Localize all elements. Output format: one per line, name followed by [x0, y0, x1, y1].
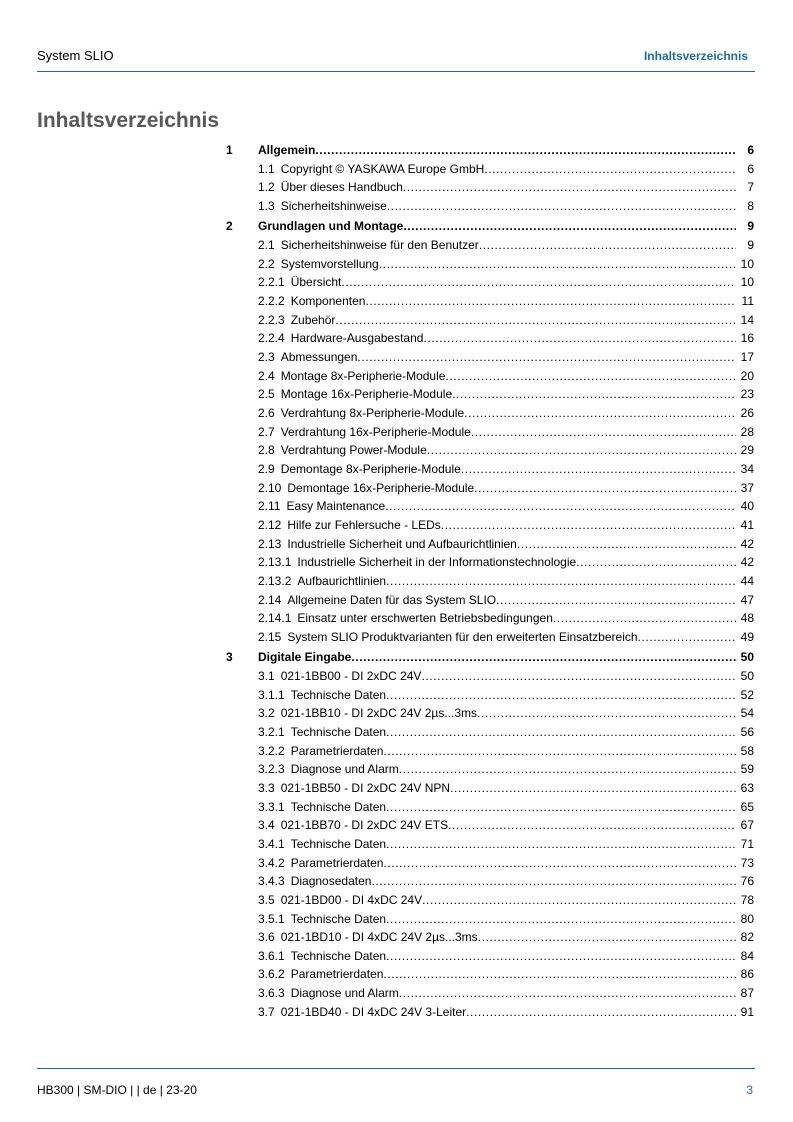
- toc-section-number: 3.4: [258, 818, 275, 833]
- toc-entry-line: [258, 292, 754, 311]
- toc-entry-line: [258, 910, 754, 929]
- toc-title: Montage 16x-Peripherie-Module: [280, 387, 453, 402]
- toc-section-number: 2.7: [258, 424, 275, 439]
- toc-leader-dots: [422, 891, 736, 910]
- toc-entry-line: [258, 255, 754, 274]
- toc-page-number: 29: [740, 443, 754, 458]
- toc-section-number: 2.5: [258, 387, 275, 402]
- toc-leader-dots: [403, 178, 736, 197]
- toc-entry[interactable]: [226, 236, 754, 255]
- toc-title: Parametrierdaten: [290, 855, 384, 870]
- toc-section-number: 3.6.3: [258, 986, 285, 1001]
- toc-title: Easy Maintenance: [286, 499, 386, 514]
- toc-leader-dots: [357, 348, 736, 367]
- toc-leader-dots: [553, 609, 736, 628]
- toc-section-number: 2.13: [258, 536, 282, 551]
- toc-title: Systemvorstellung: [280, 256, 379, 271]
- toc-section-number: 3.7: [258, 1004, 275, 1019]
- toc-section-number: 2.14: [258, 592, 282, 607]
- toc-entry[interactable]: [226, 609, 754, 628]
- toc-title: 021-1BB10 - DI 2xDC 24V 2µs...3ms: [280, 706, 478, 721]
- toc-title: Grundlagen und Montage: [258, 219, 404, 234]
- toc-leader-dots: [386, 572, 736, 591]
- toc-entry-line: [258, 441, 754, 460]
- toc-entry-line: [258, 779, 754, 798]
- toc-entry[interactable]: [226, 910, 754, 929]
- toc-leader-dots: [427, 441, 736, 460]
- toc-entry-line: [258, 535, 754, 554]
- toc-title: System SLIO Produktvarianten für den erweiterten Einsatzbereich: [287, 629, 638, 644]
- toc-leader-dots: [421, 667, 736, 686]
- toc-entry[interactable]: [226, 178, 754, 197]
- toc-section-number: 2.13.1: [258, 555, 292, 570]
- toc-page-number: 78: [740, 892, 754, 907]
- header-section-name: Inhaltsverzeichnis: [643, 49, 748, 63]
- toc-title: Diagnosedaten: [290, 874, 372, 889]
- toc-page-number: 86: [740, 967, 754, 982]
- toc-page-number: 47: [740, 592, 754, 607]
- toc-leader-dots: [386, 910, 736, 929]
- toc-title: Diagnose und Alarm: [290, 986, 399, 1001]
- toc-leader-dots: [351, 648, 736, 667]
- toc-entry-line: [258, 217, 754, 236]
- toc-page-number: 14: [740, 312, 754, 327]
- toc-page-number: 50: [740, 668, 754, 683]
- toc-page-number: 63: [740, 780, 754, 795]
- toc-leader-dots: [474, 479, 736, 498]
- toc-entry[interactable]: [226, 891, 754, 910]
- toc-title: Verdrahtung 8x-Peripherie-Module: [280, 405, 465, 420]
- toc-entry[interactable]: [226, 704, 754, 723]
- toc-leader-dots: [484, 160, 736, 179]
- toc-entry[interactable]: [226, 423, 754, 442]
- toc-entry-line: [258, 197, 754, 216]
- toc-leader-dots: [638, 628, 736, 647]
- toc-page-number: 80: [740, 911, 754, 926]
- toc-entry-line: [258, 311, 754, 330]
- toc-page-number: 49: [740, 629, 754, 644]
- toc-leader-dots: [461, 460, 736, 479]
- toc-chapter-entry[interactable]: [226, 141, 754, 160]
- toc-section-number: 2.12: [258, 517, 282, 532]
- toc-entry-line: [258, 723, 754, 742]
- toc-entry-line: [258, 648, 754, 667]
- toc-page-number: 26: [740, 405, 754, 420]
- toc-entry-line: [258, 553, 754, 572]
- toc-page-number: 59: [740, 762, 754, 777]
- toc-entry-line: [258, 178, 754, 197]
- toc-title: Demontage 16x-Peripherie-Module: [287, 480, 475, 495]
- toc-entry[interactable]: [226, 742, 754, 761]
- toc-section-number: 2.2.1: [258, 275, 285, 290]
- toc-title: Aufbaurichtlinien: [297, 573, 387, 588]
- toc-title: 021-1BD00 - DI 4xDC 24V: [280, 892, 423, 907]
- toc-leader-dots: [385, 497, 736, 516]
- toc-page-number: 44: [740, 573, 754, 588]
- toc-section-number: 1.2: [258, 180, 275, 195]
- toc-leader-dots: [386, 686, 736, 705]
- toc-title: Parametrierdaten: [290, 967, 384, 982]
- toc-section-number: 2.13.2: [258, 573, 292, 588]
- toc-page-number: 48: [740, 611, 754, 626]
- toc-title: 021-1BB50 - DI 2xDC 24V NPN: [280, 780, 451, 795]
- toc-title: Verdrahtung 16x-Peripherie-Module: [280, 424, 471, 439]
- toc-entry-line: [258, 835, 754, 854]
- toc-entry-line: [258, 348, 754, 367]
- toc-section-number: 3.3: [258, 780, 275, 795]
- toc-chapter-entry[interactable]: [226, 217, 754, 236]
- toc-section-number: 2.1: [258, 238, 275, 253]
- toc-entry[interactable]: [226, 516, 754, 535]
- toc-entry-line: [258, 479, 754, 498]
- toc-leader-dots: [399, 984, 736, 1003]
- toc-title: Technische Daten: [290, 687, 387, 702]
- toc-leader-dots: [452, 385, 736, 404]
- toc-entry-line: [258, 236, 754, 255]
- toc-section-number: 2.4: [258, 368, 275, 383]
- toc-entry[interactable]: [226, 572, 754, 591]
- toc-section-number: 2.6: [258, 405, 275, 420]
- toc-entry-line: [258, 947, 754, 966]
- toc-title: Parametrierdaten: [290, 743, 384, 758]
- toc-entry-line: [258, 460, 754, 479]
- toc-page-number: 23: [740, 387, 754, 402]
- toc-entry[interactable]: [226, 1003, 754, 1022]
- toc-title: Hardware-Ausgabestand: [290, 331, 424, 346]
- toc-leader-dots: [383, 854, 736, 873]
- toc-leader-dots: [464, 404, 736, 423]
- toc-leader-dots: [479, 236, 736, 255]
- toc-entry-line: [258, 798, 754, 817]
- toc-entry[interactable]: [226, 835, 754, 854]
- toc-leader-dots: [379, 255, 736, 274]
- toc-page-number: 65: [740, 799, 754, 814]
- toc-section-number: 3.5: [258, 892, 275, 907]
- toc-entry-line: [258, 516, 754, 535]
- toc-section-number: 2.9: [258, 461, 275, 476]
- toc-section-number: 3.6.2: [258, 967, 285, 982]
- toc-entry-line: [258, 667, 754, 686]
- toc-entry-line: [258, 891, 754, 910]
- toc-chapter-number: 3: [226, 650, 233, 665]
- toc-section-number: 2.8: [258, 443, 275, 458]
- toc-entry[interactable]: [226, 779, 754, 798]
- toc-page-number: 10: [740, 256, 754, 271]
- toc-title: Sicherheitshinweise für den Benutzer: [280, 238, 479, 253]
- toc-section-number: 3.2.1: [258, 724, 285, 739]
- footer-divider: [37, 1068, 755, 1069]
- toc-entry[interactable]: [226, 854, 754, 873]
- toc-section-number: 2.3: [258, 350, 275, 365]
- toc-leader-dots: [471, 423, 736, 442]
- toc-page-number: 6: [747, 161, 754, 176]
- toc-entry[interactable]: [226, 460, 754, 479]
- toc-page-number: 11: [741, 294, 754, 309]
- toc-title: Über dieses Handbuch: [280, 180, 403, 195]
- toc-title: Technische Daten: [290, 836, 387, 851]
- toc-leader-dots: [365, 292, 736, 311]
- toc-leader-dots: [466, 1003, 736, 1022]
- toc-entry[interactable]: [226, 965, 754, 984]
- toc-entry-line: [258, 760, 754, 779]
- toc-title: Digitale Eingabe: [258, 650, 352, 665]
- toc-title: 021-1BB00 - DI 2xDC 24V: [280, 668, 422, 683]
- toc-page-number: 84: [740, 948, 754, 963]
- toc-title: Technische Daten: [290, 948, 387, 963]
- toc-entry[interactable]: [226, 872, 754, 891]
- toc-title: Verdrahtung Power-Module: [280, 443, 427, 458]
- toc-title: Technische Daten: [290, 911, 387, 926]
- toc-entry-line: [258, 1003, 754, 1022]
- toc-leader-dots: [448, 816, 736, 835]
- toc-entry-line: [258, 572, 754, 591]
- toc-leader-dots: [441, 516, 736, 535]
- toc-leader-dots: [496, 591, 736, 610]
- toc-entry-line: [258, 160, 754, 179]
- toc-page-number: 76: [740, 874, 754, 889]
- toc-title: Montage 8x-Peripherie-Module: [280, 368, 446, 383]
- toc-entry[interactable]: [226, 273, 754, 292]
- toc-title: 021-1BD40 - DI 4xDC 24V 3-Leiter: [280, 1004, 467, 1019]
- toc-section-number: 3.6: [258, 930, 275, 945]
- toc-entry-line: [258, 609, 754, 628]
- toc-entry[interactable]: [226, 197, 754, 216]
- toc-entry[interactable]: [226, 553, 754, 572]
- toc-page-number: 17: [740, 350, 754, 365]
- toc-title: Industrielle Sicherheit in der Informationstechnologie: [297, 555, 577, 570]
- toc-section-number: 3.4.2: [258, 855, 285, 870]
- toc-entry[interactable]: [226, 479, 754, 498]
- toc-entry-line: [258, 141, 754, 160]
- toc-page-number: 9: [747, 219, 754, 234]
- toc-leader-dots: [450, 779, 736, 798]
- toc-page-number: 10: [740, 275, 754, 290]
- toc-section-number: 3.5.1: [258, 911, 285, 926]
- toc-section-number: 2.11: [258, 499, 281, 514]
- toc-leader-dots: [477, 704, 736, 723]
- toc-entry-line: [258, 872, 754, 891]
- toc-leader-dots: [386, 723, 736, 742]
- toc-page-number: 40: [740, 499, 754, 514]
- toc-entry[interactable]: [226, 404, 754, 423]
- toc-entry-line: [258, 404, 754, 423]
- toc-page-number: 20: [740, 368, 754, 383]
- toc-section-number: 3.2.3: [258, 762, 285, 777]
- toc-entry[interactable]: [226, 292, 754, 311]
- toc-section-number: 2.2: [258, 256, 275, 271]
- toc-section-number: 1.3: [258, 198, 275, 213]
- toc-entry-line: [258, 423, 754, 442]
- toc-page-number: 52: [740, 687, 754, 702]
- toc-title: Zubehör: [290, 312, 336, 327]
- toc-page-number: 41: [740, 517, 754, 532]
- toc-entry-line: [258, 497, 754, 516]
- toc-title: Diagnose und Alarm: [290, 762, 399, 777]
- toc-title: 021-1BB70 - DI 2xDC 24V ETS: [280, 818, 449, 833]
- toc-title: Allgemein: [258, 143, 316, 157]
- toc-leader-dots: [387, 197, 736, 216]
- toc-section-number: 3.1: [258, 668, 275, 683]
- toc-title: Copyright © YASKAWA Europe GmbH: [280, 161, 485, 176]
- toc-section-number: 2.2.4: [258, 331, 285, 346]
- toc-entry[interactable]: [226, 947, 754, 966]
- toc-title: Hilfe zur Fehlersuche - LEDs: [287, 517, 441, 532]
- toc-entry[interactable]: [226, 686, 754, 705]
- toc-entry[interactable]: [226, 591, 754, 610]
- toc-entry[interactable]: [226, 441, 754, 460]
- toc-entry-line: [258, 329, 754, 348]
- toc-leader-dots: [386, 947, 736, 966]
- toc-page-number: 56: [740, 724, 754, 739]
- toc-leader-dots: [399, 760, 736, 779]
- page-title: Inhaltsverzeichnis: [37, 109, 220, 132]
- toc-leader-dots: [386, 798, 736, 817]
- toc-section-number: 3.2.2: [258, 743, 285, 758]
- toc-chapter-entry[interactable]: [226, 648, 754, 667]
- toc-entry[interactable]: [226, 760, 754, 779]
- toc-page-number: 8: [747, 198, 754, 213]
- toc-page-number: 42: [740, 555, 754, 570]
- toc-entry[interactable]: [226, 497, 754, 516]
- toc-title: Abmessungen: [280, 350, 358, 365]
- footer-page-number: 3: [746, 1083, 753, 1097]
- toc-leader-dots: [341, 273, 736, 292]
- table-of-contents: [226, 141, 754, 1021]
- toc-entry[interactable]: [226, 816, 754, 835]
- toc-leader-dots: [576, 553, 736, 572]
- toc-title: Sicherheitshinweise: [280, 198, 387, 213]
- toc-leader-dots: [386, 835, 736, 854]
- toc-entry[interactable]: [226, 160, 754, 179]
- toc-entry-line: [258, 742, 754, 761]
- toc-page-number: 16: [740, 331, 754, 346]
- toc-entry[interactable]: [226, 628, 754, 647]
- toc-leader-dots: [445, 367, 736, 386]
- toc-page-number: 28: [740, 424, 754, 439]
- toc-entry-line: [258, 686, 754, 705]
- toc-section-number: 2.10: [258, 480, 282, 495]
- toc-title: Komponenten: [290, 294, 366, 309]
- toc-section-number: 2.2.3: [258, 312, 285, 327]
- toc-entry-line: [258, 591, 754, 610]
- toc-page-number: 73: [740, 855, 754, 870]
- toc-leader-dots: [403, 217, 736, 236]
- toc-page-number: 7: [747, 180, 754, 195]
- toc-title: Demontage 8x-Peripherie-Module: [280, 461, 461, 476]
- toc-page-number: 34: [740, 461, 754, 476]
- toc-entry[interactable]: [226, 984, 754, 1003]
- toc-entry[interactable]: [226, 928, 754, 947]
- toc-entry[interactable]: [226, 385, 754, 404]
- toc-page-number: 71: [740, 836, 754, 851]
- toc-leader-dots: [383, 965, 736, 984]
- toc-entry-line: [258, 928, 754, 947]
- toc-title: Übersicht: [290, 275, 342, 290]
- toc-entry[interactable]: [226, 367, 754, 386]
- toc-section-number: 3.1.1: [258, 687, 285, 702]
- toc-page-number: 54: [740, 706, 754, 721]
- toc-entry-line: [258, 367, 754, 386]
- toc-page-number: 91: [740, 1004, 754, 1019]
- header-product-name: System SLIO: [37, 48, 114, 63]
- toc-page-number: 87: [740, 986, 754, 1001]
- toc-entry-line: [258, 984, 754, 1003]
- toc-section-number: 3.4.1: [258, 836, 285, 851]
- toc-page-number: 9: [747, 238, 754, 253]
- toc-entry[interactable]: [226, 535, 754, 554]
- toc-title: Industrielle Sicherheit und Aufbaurichtlinien: [287, 536, 517, 551]
- toc-section-number: 3.4.3: [258, 874, 285, 889]
- toc-title: Einsatz unter erschwerten Betriebsbedingungen: [297, 611, 553, 626]
- toc-entry[interactable]: [226, 311, 754, 330]
- toc-entry[interactable]: [226, 798, 754, 817]
- toc-entry-line: [258, 965, 754, 984]
- toc-entry-line: [258, 385, 754, 404]
- toc-chapter-number: 1: [226, 143, 233, 157]
- toc-page-number: 6: [747, 143, 754, 157]
- toc-entry[interactable]: [226, 667, 754, 686]
- toc-section-number: 3.6.1: [258, 948, 285, 963]
- toc-leader-dots: [383, 742, 736, 761]
- toc-entry-line: [258, 628, 754, 647]
- toc-section-number: 3.3.1: [258, 799, 285, 814]
- toc-section-number: 2.15: [258, 629, 282, 644]
- toc-section-number: 2.2.2: [258, 294, 285, 309]
- toc-entry-line: [258, 854, 754, 873]
- toc-section-number: 2.14.1: [258, 611, 292, 626]
- toc-page-number: 82: [740, 930, 754, 945]
- toc-entry-line: [258, 704, 754, 723]
- toc-leader-dots: [517, 535, 736, 554]
- toc-section-number: 1.1: [258, 161, 275, 176]
- toc-title: 021-1BD10 - DI 4xDC 24V 2µs...3ms: [280, 930, 478, 945]
- toc-page-number: 58: [740, 743, 754, 758]
- header-divider: [37, 71, 755, 72]
- toc-page-number: 37: [740, 480, 754, 495]
- toc-section-number: 3.2: [258, 706, 275, 721]
- toc-title: Technische Daten: [290, 724, 387, 739]
- toc-leader-dots: [315, 141, 736, 160]
- toc-entry[interactable]: [226, 255, 754, 274]
- toc-title: Allgemeine Daten für das System SLIO: [287, 592, 497, 607]
- footer-document-id: HB300 | SM-DIO | | de | 23-20: [37, 1083, 197, 1097]
- toc-chapter-number: 2: [226, 219, 233, 234]
- toc-entry-line: [258, 816, 754, 835]
- toc-leader-dots: [335, 311, 736, 330]
- toc-title: Technische Daten: [290, 799, 387, 814]
- toc-leader-dots: [371, 872, 736, 891]
- toc-entry[interactable]: [226, 348, 754, 367]
- toc-entry[interactable]: [226, 329, 754, 348]
- toc-page-number: 42: [740, 536, 754, 551]
- toc-page-number: 50: [740, 650, 754, 665]
- toc-entry[interactable]: [226, 723, 754, 742]
- toc-leader-dots: [478, 928, 736, 947]
- toc-entry-line: [258, 273, 754, 292]
- toc-leader-dots: [423, 329, 736, 348]
- toc-page-number: 67: [740, 818, 754, 833]
